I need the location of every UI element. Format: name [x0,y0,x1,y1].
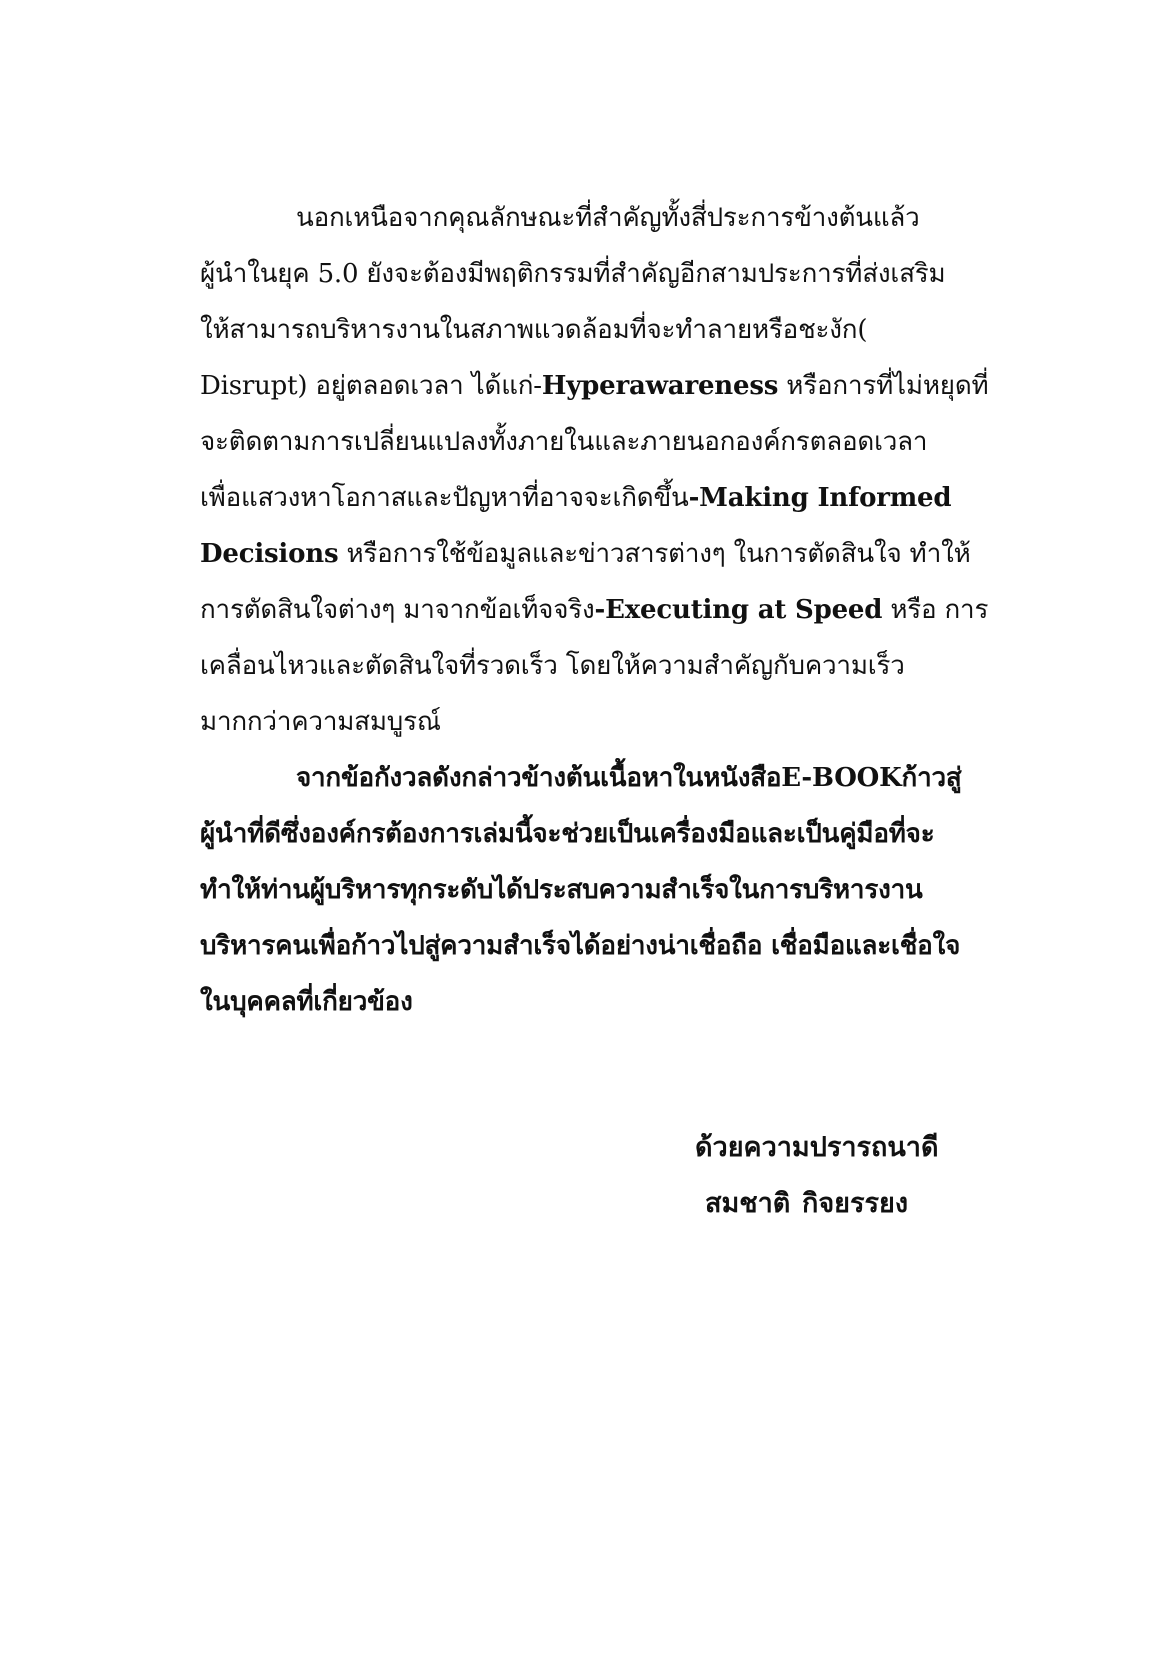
term-hyperawareness: Hyperawareness [541,371,779,401]
paragraph1-line6-text: เพื่อแสวงหาโอกาสและปัญหาที่อาจจะเกิดขึ้น [200,483,689,513]
paragraph1-line6 [200,478,951,518]
paragraph1-line1: นอกเหนือจากคุณลักษณะที่สำคัญทั้งสี่ประการข้างต้นแล้ว [296,203,920,233]
paragraph2-line5: ในบุคคลที่เกี่ยวข้อง [200,987,413,1017]
paragraph2-line1: จากข้อกังวลดังกล่าวข้างต้นเนื้อหาในหนังสือE-BOOKก้าวสู่ [296,763,962,793]
paragraph1-line8 [200,590,988,630]
paragraph1-line8-text: การตัดสินใจต่างๆ มาจากข้อเท็จจริง [200,595,595,625]
paragraph1-line4 [200,366,988,406]
term-making-informed: -Making Informed [688,483,952,513]
paragraph2-line4: บริหารคนเพื่อก้าวไปสู่ความสำเร็จได้อย่างน่าเชื่อถือ เชื่อมือและเชื่อใจ [200,931,961,961]
paragraph2-line3: ทำให้ท่านผู้บริหารทุกระดับได้ประสบความสำเร็จในการบริหารงาน [200,875,923,905]
paragraph1-line3: ให้สามารถบริหารงานในสภาพแวดล้อมที่จะทำลายหรือชะงัก( [200,315,868,345]
closing-greeting: ด้วยความปรารถนาดี [695,1132,939,1163]
paragraph2-line2: ผู้นำที่ดีซึ่งองค์กรต้องการเล่มนี้จะช่วยเป็นเครื่องมือและเป็นคู่มือที่จะ [200,819,935,849]
paragraph1-line2: ผู้นำในยุค 5.0 ยังจะต้องมีพฤติกรรมที่สำคัญอีกสามประการที่ส่งเสริม [200,259,946,289]
paragraph1-line4-tail: หรือการที่ไม่หยุดที่ [778,371,989,401]
paragraph1-line7 [200,534,971,574]
paragraph1-line4-text: Disrupt) อยู่ตลอดเวลา ได้แก่- [200,371,542,401]
signer-first-name: สมชาติ [705,1188,791,1219]
paragraph1-line7-tail: หรือการใช้ข้อมูลและข่าวสารต่างๆ ในการตัดสินใจ ทำให้ [338,539,971,569]
paragraph1-line8-tail: หรือ การ [882,595,989,625]
paragraph1-line10: มากกว่าความสมบูรณ์ [200,707,441,737]
paragraph1-line5: จะติดตามการเปลี่ยนแปลงทั้งภายในและภายนอกองค์กรตลอดเวลา [200,427,928,457]
signer-last-name: กิจยรรยง [802,1188,908,1219]
paragraph1-line9: เคลื่อนไหวและตัดสินใจที่รวดเร็ว โดยให้ความสำคัญกับความเร็ว [200,651,905,681]
term-decisions: Decisions [200,539,339,569]
term-executing-at-speed: -Executing at Speed [594,595,883,625]
